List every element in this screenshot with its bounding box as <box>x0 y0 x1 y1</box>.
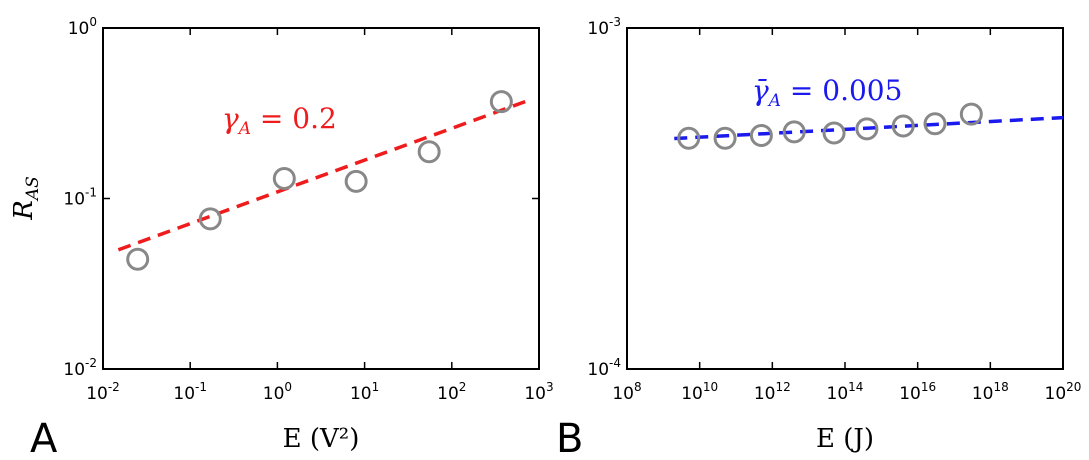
x-tick-label: $10^{12}$ <box>753 380 791 404</box>
charts-root <box>9 15 1081 454</box>
x-tick-label: $10^{10}$ <box>681 380 719 404</box>
fit-annotation: $\gammā_A = 0.005$ <box>752 74 903 111</box>
x-tick-label: $10^8$ <box>612 380 642 404</box>
data-point <box>274 169 294 189</box>
x-tick-label: $10^{-1}$ <box>173 380 208 404</box>
x-tick-label: $10^{18}$ <box>971 380 1009 404</box>
panel-letter-b: B <box>556 416 584 460</box>
y-axis-label: $R_{AS}$ <box>9 176 43 220</box>
x-tick-label: $10^{-2}$ <box>86 380 120 404</box>
x-tick-label: $10^1$ <box>349 380 380 404</box>
chart-panel-a <box>9 15 554 454</box>
y-tick-label: $10^{-3}$ <box>587 15 621 39</box>
chart-panel-b <box>587 15 1081 454</box>
panel-letter-a: A <box>30 416 58 460</box>
y-tick-label: $10^{-2}$ <box>63 356 97 380</box>
fit-annotation: $\gamma_A = 0.2$ <box>222 102 337 139</box>
data-point <box>128 249 148 269</box>
x-tick-label: $10^{20}$ <box>1044 380 1082 404</box>
data-point <box>715 128 735 148</box>
data-point <box>346 171 366 191</box>
x-axis-label: E (V²) <box>282 424 360 454</box>
fit-line <box>674 118 1063 139</box>
y-tick-label: $10^0$ <box>67 15 97 39</box>
x-tick-label: $10^{16}$ <box>899 380 937 404</box>
x-tick-label: $10^2$ <box>437 380 467 404</box>
x-axis-label: E (J) <box>816 424 874 454</box>
x-tick-label: $10^0$ <box>262 380 293 404</box>
y-tick-label: $10^{-4}$ <box>587 356 621 380</box>
x-tick-label: $10^3$ <box>524 380 554 404</box>
plot-frame <box>103 28 539 369</box>
y-tick-label: $10^{-1}$ <box>63 185 97 210</box>
data-point <box>419 142 439 162</box>
x-tick-label: $10^{14}$ <box>826 380 864 404</box>
data-point <box>824 123 844 143</box>
